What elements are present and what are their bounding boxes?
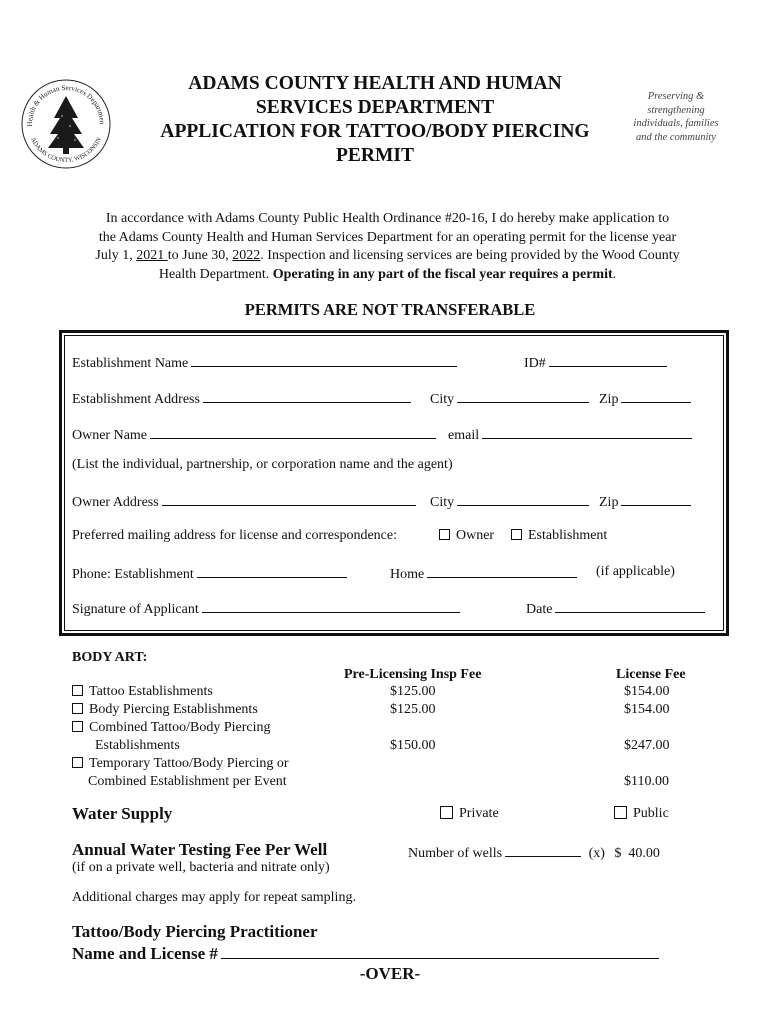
checkbox-icon xyxy=(439,529,450,540)
svg-text:Health & Human Services Depart: Health & Human Services Departmen xyxy=(25,83,107,127)
water-public-checkbox[interactable]: Public xyxy=(614,806,669,822)
owner-name-note: (List the individual, partnership, or corporation name and the agent) xyxy=(72,457,453,472)
signature-field[interactable]: Signature of Applicant xyxy=(72,599,460,618)
water-private-checkbox[interactable]: Private xyxy=(440,806,499,822)
owner-city-field[interactable]: City xyxy=(430,492,589,511)
water-testing-note: (if on a private well, bacteria and nitrate only) xyxy=(72,860,330,875)
water-testing-heading: Annual Water Testing Fee Per Well xyxy=(72,840,328,859)
if-applicable-note: (if applicable) xyxy=(596,564,675,579)
fee-value: $125.00 xyxy=(390,684,436,699)
temporary-event-checkbox[interactable]: Temporary Tattoo/Body Piercing or xyxy=(72,756,289,772)
fee-value: $150.00 xyxy=(390,738,436,753)
date-field[interactable]: Date xyxy=(526,599,705,618)
tagline: Preserving & strengthening individuals, families and the community xyxy=(633,91,719,143)
body-art-heading: BODY ART: xyxy=(72,650,148,665)
svg-text:ADAMS COUNTY, WISCONSIN: ADAMS COUNTY, WISCONSIN xyxy=(29,136,103,165)
checkbox-icon xyxy=(614,806,627,819)
practitioner-license-field[interactable]: Name and License # xyxy=(72,944,659,964)
intro-paragraph: In accordance with Adams County Public Health Ordinance #20-16, I do hereby make application to the Adams County Health and Human Services Department for an operating permit for the license year July 1, 2021 to June 30, 2022. Inspection and licensing services are being provided by the Wood County Health Department. Operating in any part of the fiscal year requires a permit. xyxy=(95,211,680,282)
county-seal-logo xyxy=(20,78,112,170)
tattoo-establishments-checkbox[interactable]: Tattoo Establishments xyxy=(72,684,213,700)
checkbox-icon xyxy=(72,757,83,768)
owner-zip-field[interactable]: Zip xyxy=(599,492,691,511)
combined-establishments-label-cont: Establishments xyxy=(95,738,180,753)
establishment-address-field[interactable]: Establishment Address xyxy=(72,389,411,408)
number-of-wells-field[interactable]: Number of wells (x) $ 40.00 xyxy=(408,843,660,862)
temporary-event-label-cont: Combined Establishment per Event xyxy=(88,774,287,789)
water-supply-heading: Water Supply xyxy=(72,804,173,823)
fee-value: $110.00 xyxy=(624,774,669,789)
body-piercing-establishments-checkbox[interactable]: Body Piercing Establishments xyxy=(72,702,258,718)
owner-name-field[interactable]: Owner Name xyxy=(72,425,436,444)
establishment-city-field[interactable]: City xyxy=(430,389,589,408)
license-fee-header: License Fee xyxy=(616,667,686,682)
checkbox-icon xyxy=(72,721,83,732)
additional-charges-note: Additional charges may apply for repeat sampling. xyxy=(72,890,356,905)
fee-value: $154.00 xyxy=(624,684,670,699)
checkbox-icon xyxy=(440,806,453,819)
owner-address-field[interactable]: Owner Address xyxy=(72,492,416,511)
checkbox-icon xyxy=(511,529,522,540)
establishment-name-field[interactable]: Establishment Name xyxy=(72,353,457,372)
fee-value: $125.00 xyxy=(390,702,436,717)
combined-establishments-checkbox[interactable]: Combined Tattoo/Body Piercing xyxy=(72,720,271,736)
preferred-mailing-label: Preferred mailing address for license and correspondence: xyxy=(72,528,397,543)
pre-licensing-fee-header: Pre-Licensing Insp Fee xyxy=(344,667,482,682)
mailing-establishment-checkbox[interactable]: Establishment xyxy=(511,528,607,544)
practitioner-heading: Tattoo/Body Piercing Practitioner xyxy=(72,922,318,941)
mailing-owner-checkbox[interactable]: Owner xyxy=(439,528,494,544)
application-form-inner-border xyxy=(64,335,724,631)
email-field[interactable]: email xyxy=(448,425,692,444)
not-transferable-heading: PERMITS ARE NOT TRANSFERABLE xyxy=(244,300,536,319)
phone-home-field[interactable]: Home xyxy=(390,564,577,583)
establishment-zip-field[interactable]: Zip xyxy=(599,389,691,408)
over-footer: -OVER- xyxy=(359,964,421,983)
fee-value: $154.00 xyxy=(624,702,670,717)
phone-establishment-field[interactable]: Phone: Establishment xyxy=(72,564,347,583)
fee-value: $247.00 xyxy=(624,738,670,753)
checkbox-icon xyxy=(72,685,83,696)
checkbox-icon xyxy=(72,703,83,714)
document-title: ADAMS COUNTY HEALTH AND HUMAN SERVICES DEPARTMENT APPLICATION FOR TATTOO/BODY PIERCING PERMIT xyxy=(160,73,590,166)
id-field[interactable]: ID# xyxy=(524,353,667,372)
